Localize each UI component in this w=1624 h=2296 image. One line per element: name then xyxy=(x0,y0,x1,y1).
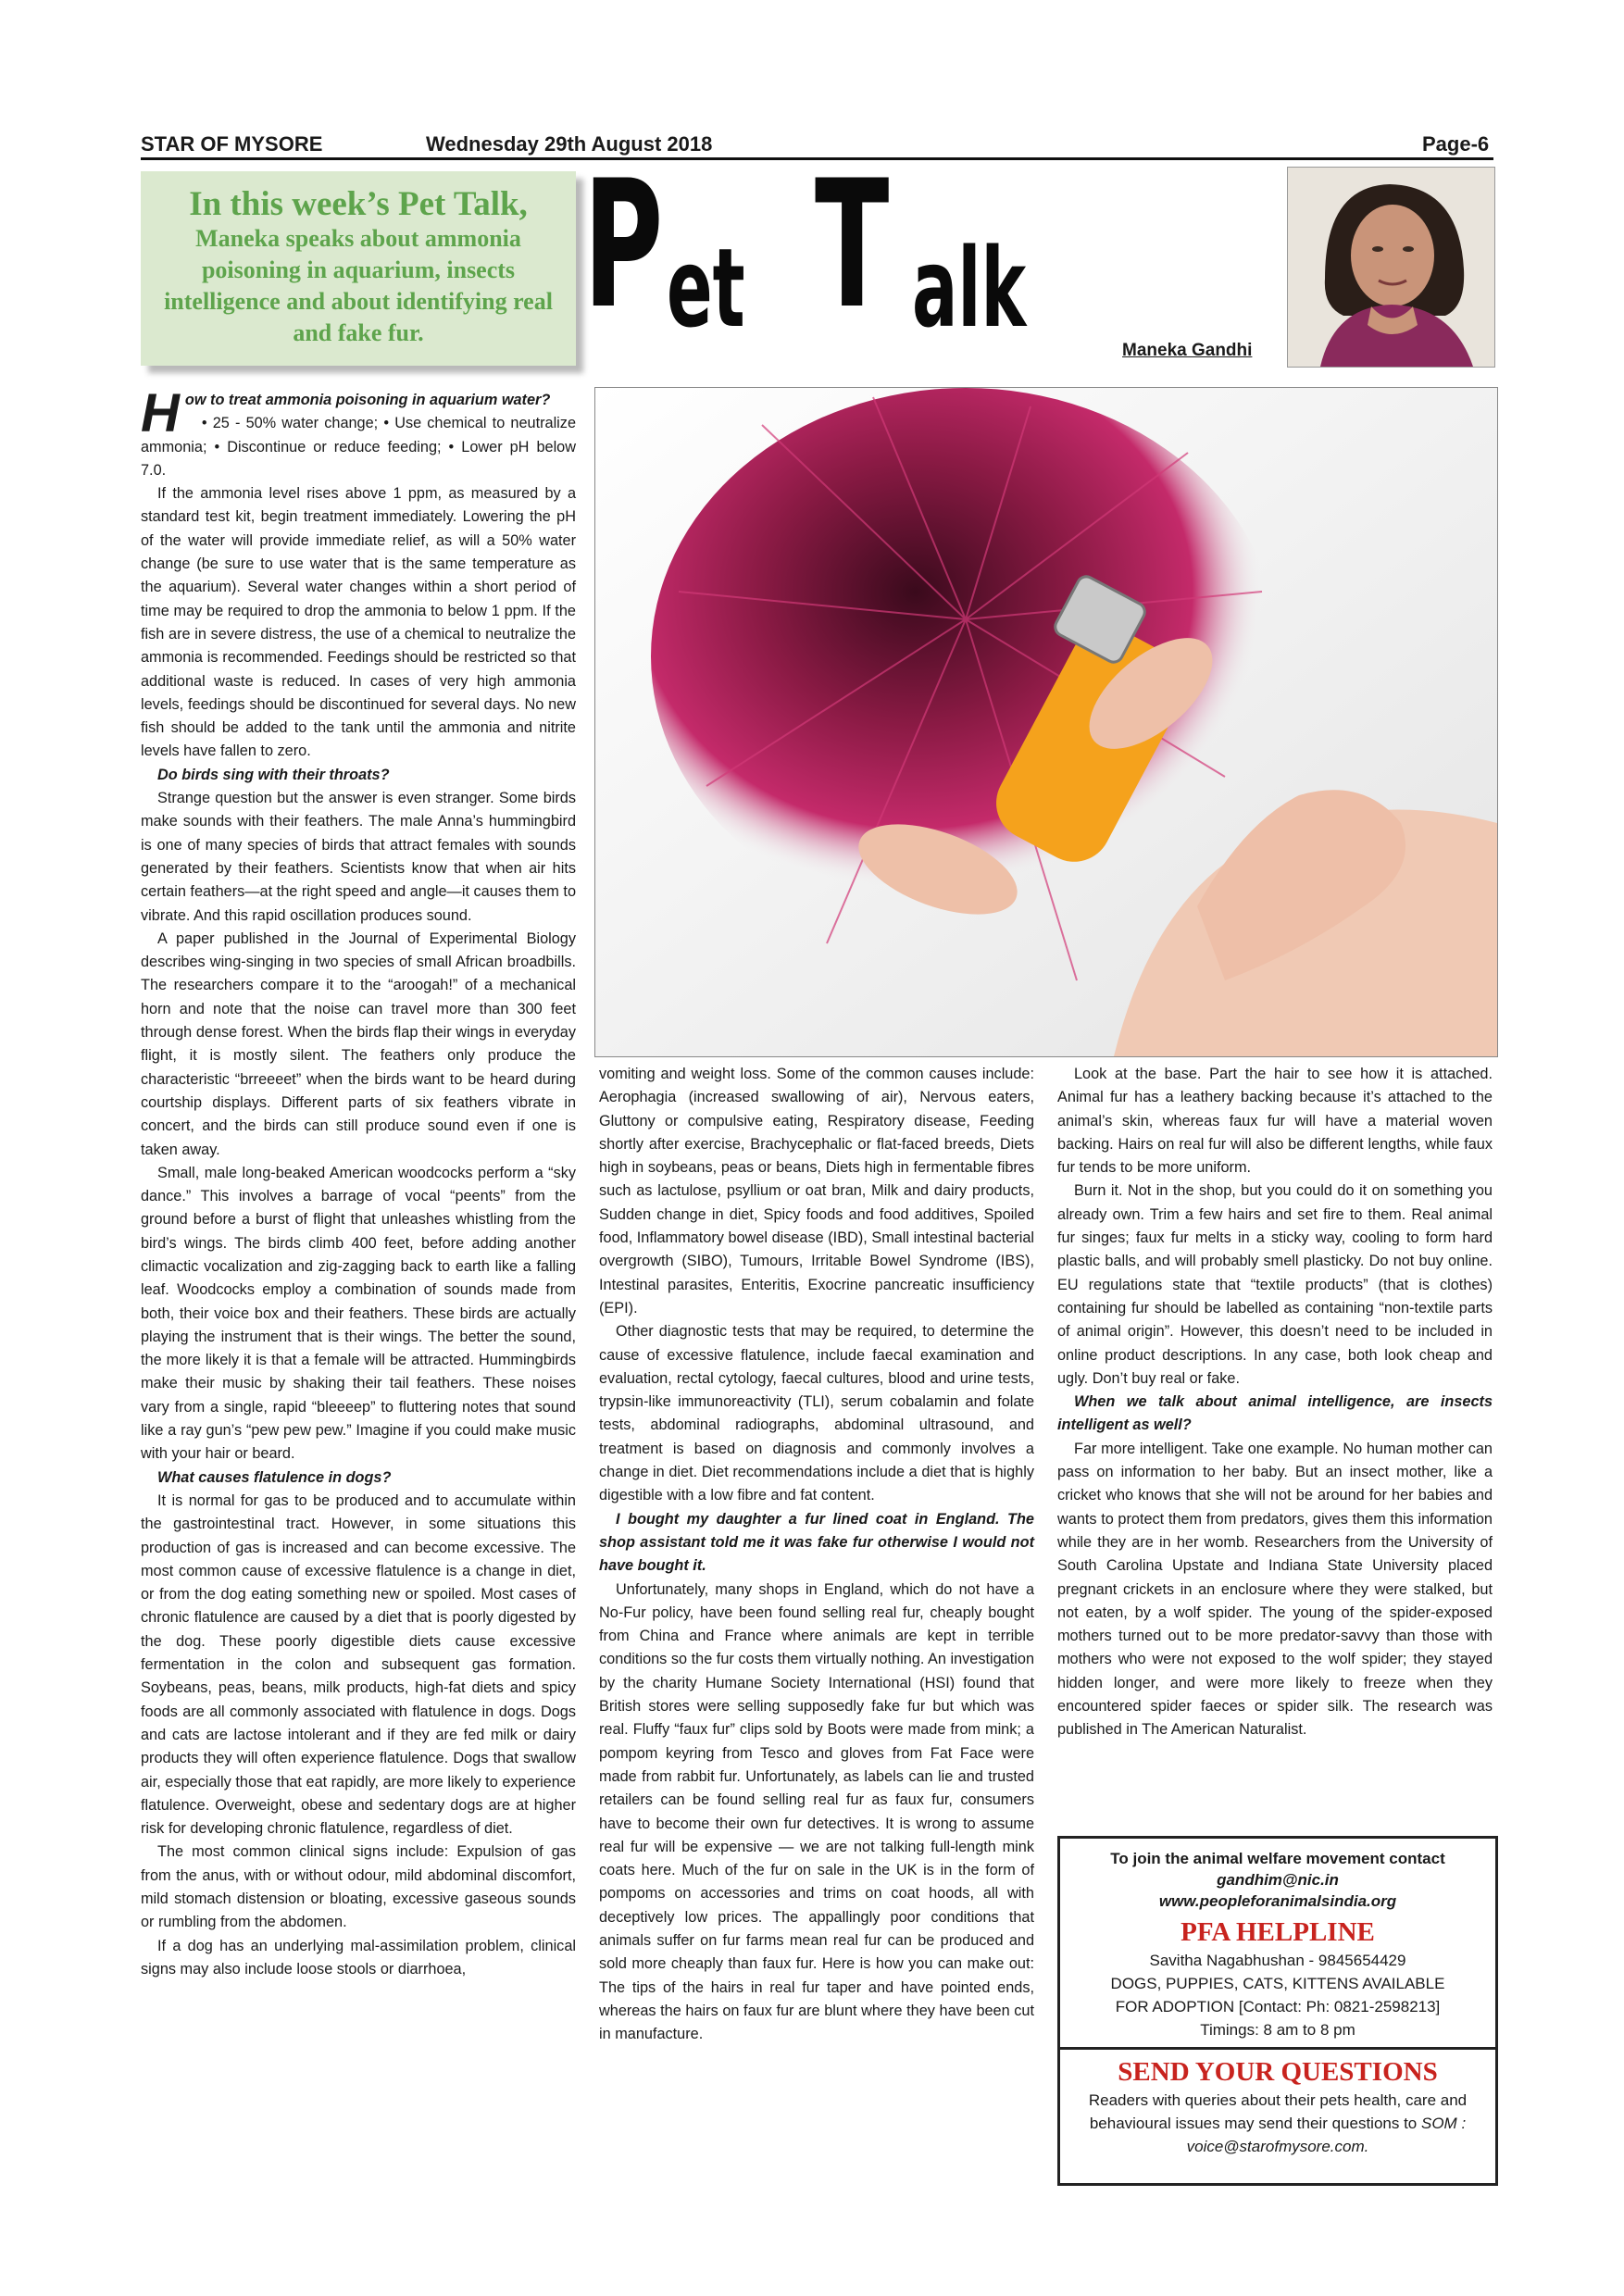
paragraph: A paper published in the Journal of Experimental Biology describes wing-singing in two species of small African broadbills. The researchers compare it to the “aroogah!” of a mechanical horn and note that the noise can travel more than 300 feet through dense forest. When the birds flap their wings in everyday flight, it is mostly silent. The feathers only produce the characteristic “brreeeet” when the birds want to be heard during courtship displays. Different parts of six feathers vibrate in concert, and the birds can still produce sound even if one is taken away. xyxy=(141,930,576,1158)
masthead-t: T xyxy=(815,143,890,347)
promo-title: In this week’s Pet Talk, xyxy=(189,185,528,223)
paragraph: The most common clinical signs include: Expulsion of gas from the anus, with or without odour, mild abdominal discomfort, mild stomach distension or bloating, excessive gaseous sounds or rumbling from the abdomen. xyxy=(141,1843,576,1931)
paragraph: Small, male long-beaked American woodcocks perform a “sky dance.” This involves a barrage of vocal “peents” from the ground before a burst of flight that unleashes whistling from the bird’s wings. The birds climb 400 feet, before adding another climactic vocalization and zig-zagging back to earth like a falling leaf. Woodcocks employ a combination of sounds made from both, their voice box and their feathers. These birds are actually playing the instrument that is their wings. The better the sound, the more likely it is that a female will be attracted. Hummingbirds make their music by shaking their tail feathers. These noises vary from a single, rapid “bleeeep” to fluttering notes that sound like a ray gun’s “pew pew pew.” Imagine if you could make music with your hair or beard. xyxy=(141,1164,576,1463)
adoption-line-2: FOR ADOPTION [Contact: Ph: 0821-2598213] xyxy=(1115,1998,1441,2015)
paragraph: Other diagnostic tests that may be required, to determine the cause of excessive flatulence, include faecal examination and evaluation, rectal cytology, faecal cultures, blood and urine tests, trypsin-like immunoreactivity (TLI), serum cobalamin and folate tests, abdominal radiographs, abdominal ultrasound, and treatment is based on diagnosis and commonly involves a change in diet. Diet recommendations include a diet that is highly digestible with a low fibre and fat content. xyxy=(599,1323,1034,1504)
box-divider xyxy=(1060,2047,1495,2050)
questions-email[interactable]: SOM : voice@starofmysore.com. xyxy=(1186,2115,1467,2155)
page-number: Page-6 xyxy=(1422,132,1490,156)
contact-person: Savitha Nagabhushan - 9845654429 xyxy=(1149,1952,1406,1969)
question-insects: When we talk about animal intelligence, are insects intelligent as well? xyxy=(1057,1393,1493,1434)
paragraph: Look at the base. Part the hair to see how it is attached. Animal fur has a leathery backing because it’s attached to the animal’s skin, whereas faux fur will have a material woven backing. Hairs on real fur will also be different lengths, while faux fur tends to be more uniform. xyxy=(1057,1066,1493,1177)
author-byline: Maneka Gandhi xyxy=(1122,341,1253,360)
paragraph: Strange question but the answer is even stranger. Some birds make sounds with their feathers. The male Anna’s hummingbird is one of many species of birds that attract females with sounds generated by their feathers. Scientists know that when air hits certain feathers—at the right speed and angle—it causes them to vibrate. And this rapid oscillation produces sound. xyxy=(141,790,576,924)
question-ammonia xyxy=(141,383,576,443)
question-flatulence: What causes flatulence in dogs? xyxy=(157,1468,392,1486)
paragraph: If the ammonia level rises above 1 ppm, as measured by a standard test kit, begin treatment immediately. Lowering the pH of the water will provide immediate relief, as will a 50% water change (be sure to use water that is the same temperature as the aquarium). Several water changes within a short period of time may be required to drop the ammonia to below 1 ppm. If the fish are in severe distress, the use of a chemical to neutralize the ammonia is recommended. Feedings should be restricted so that additional waste is reduced. In cases of very high ammonia levels, feedings should be discontinued for several days. No new fish should be added to the tank until the ammonia and nitrite levels have fallen to zero. xyxy=(141,485,576,760)
article-column-1 xyxy=(141,383,576,1981)
join-line: To join the animal welfare movement contact xyxy=(1110,1850,1445,1867)
questions-body: Readers with queries about their pets health, care and behavioural issues may send their questions to xyxy=(1088,2091,1468,2132)
adoption-line-1: DOGS, PUPPIES, CATS, KITTENS AVAILABLE xyxy=(1110,1975,1445,1992)
promo-subtitle: Maneka speaks about ammonia poisoning in aquarium, insects intelligence and about identifying real and fake fur. xyxy=(164,225,553,346)
fur-lighter-photo xyxy=(594,387,1498,1057)
author-photo xyxy=(1287,167,1495,368)
promo-box xyxy=(141,171,576,366)
paragraph: It is normal for gas to be produced and to accumulate within the gastrointestinal tract. However, in some situations this production of gas is increased and can become excessive. The most common cause of excessive flatulence is a change in diet, or from the dog eating something new or spoiled. Most cases of chronic flatulence are caused by a diet that is poorly digested by the dog. These poorly digestible diets cause excessive fermentation in the colon and subsequent gas formation. Soybeans, peas, beans, milk products, high-fat diets and spicy foods are all commonly associated with flatulence in dogs. Dogs and cats are lactose intolerant and if they are fed milk or dairy products they will often experience flatulence. Dogs that swallow air, especially those that eat rapidly, are more likely to experience flatulence. Overweight, obese and sedentary dogs are at higher risk for developing chronic flatulence, regardless of diet. xyxy=(141,1491,576,1838)
questions-text xyxy=(1060,2089,1495,2158)
paragraph: • 25 - 50% water change; • Use chemical to neutralize ammonia; • Discontinue or reduce feeding; • Lower pH below 7.0. xyxy=(141,415,576,479)
article-column-2 xyxy=(599,1063,1034,2046)
contact-email[interactable]: gandhim@nic.in xyxy=(1217,1871,1339,1889)
paragraph: Far more intelligent. Take one example. No human mother can pass on information to her baby. But an insect mother, like a cricket who knows that she will not be around for her babies and wants to protect them from predators, gives them this information while they are in her womb. Researchers from the University of South Carolina Upstate and Indiana State University placed pregnant crickets in an enclosure where they were stalked, but not eaten, by a wolf spider. The young of the spider-exposed mothers turned out to be more predator-savvy than those with mothers who were not exposed to the wolf spider; they stayed hidden longer, and were more likely to freeze when they encountered spider faeces or spider silk. The research was published in The American Naturalist. xyxy=(1057,1440,1493,1739)
question-ammonia-text: ow to treat ammonia poisoning in aquarium water? xyxy=(184,392,551,408)
paragraph: If a dog has an underlying mal-assimilation problem, clinical signs may also include loose stools or diarrhoea, xyxy=(141,1937,576,1978)
paragraph: Burn it. Not in the shop, but you could do it on something you already own. Trim a few hairs and set fire to them. Real animal fur singes; faux fur melts in a sticky way, cooling to form hard plastic balls, and will probably smell plasticky. Do not buy online. EU regulations state that “textile products” (that is clothes) containing fur should be labelled as containing “non-textile parts of animal origin”. However, this doesn’t need to be included in online product descriptions. In any case, both look cheap and ugly. Don’t buy real or fake. xyxy=(1057,1182,1493,1387)
publication-name: STAR OF MYSORE xyxy=(141,132,323,156)
masthead-alk: alk xyxy=(912,224,1027,352)
paragraph: Unfortunately, many shops in England, which do not have a No-Fur policy, have been found selling real fur, cheaply bought from China and France where animals are kept in terrible conditions so the fur costs them virtually nothing. An investigation by the charity Humane Society International (HSI) found that British stores were selling supposedly fake fur but which was real. Fluffy “faux fur” clips sold by Boots were made from mink; a pompom keyring from Tesco and gloves from Fat Face were made from rabbit fur. Unfortunately, as labels can lie and trusted retailers can be found selling real fur as faux fur, consumers have to become their own fur detectives. It is wrong to assume real fur will be expensive — we are not talking full-length mink coats here. Much of the fur on sale in the UK is in the form of pompoms on accessories and trims on coat hoods, all with deceptively low prices. The appallingly poor conditions that animals suffer on fur farms mean real fur can be produced and sold more cheaply than faux fur. Here is how you can make out: The tips of the hairs in real fur taper and have pointed ends, whereas the hairs on faux fur are blunt where they have been cut in manufacture. xyxy=(599,1580,1034,2043)
questions-title: SEND YOUR QUESTIONS xyxy=(1118,2057,1438,2087)
masthead-et: et xyxy=(667,224,745,352)
paragraph: vomiting and weight loss. Some of the common causes include: Aerophagia (increased swallowing of air), Nervous eaters, Gluttony or compulsive eating, Respiratory disease, Feeding shortly after exercise, Brachycephalic or flat-faced breeds, Diets high in soybeans, peas or beans, Diets high in fermentable fibres such as lactulose, psyllium or oat bran, Milk and dairy products, Sudden change in diet, Spicy foods and food additives, Spoiled food, Inflammatory bowel disease (IBD), Small intestinal bacterial overgrowth (SIBO), Tumours, Irritable Bowel Syndrome (IBS), Intestinal parasites, Enteritis, Exocrine pancreatic insufficiency (EPI). xyxy=(599,1066,1034,1316)
helpline-title: PFA HELPLINE xyxy=(1181,1917,1375,1947)
website-link[interactable]: www.peopleforanimalsindia.org xyxy=(1158,1892,1397,1910)
helpline-box xyxy=(1057,1836,1498,2186)
timings: Timings: 8 am to 8 pm xyxy=(1200,2021,1355,2039)
issue-date: Wednesday 29th August 2018 xyxy=(426,132,713,156)
question-fur-coat: I bought my daughter a fur lined coat in England. The shop assistant told me it was fake fur otherwise I would not have bought it. xyxy=(599,1510,1034,1575)
article-column-3 xyxy=(1057,1063,1493,1742)
masthead-p: P xyxy=(583,143,664,347)
question-birds: Do birds sing with their throats? xyxy=(157,766,390,783)
drop-cap: H xyxy=(141,383,180,443)
